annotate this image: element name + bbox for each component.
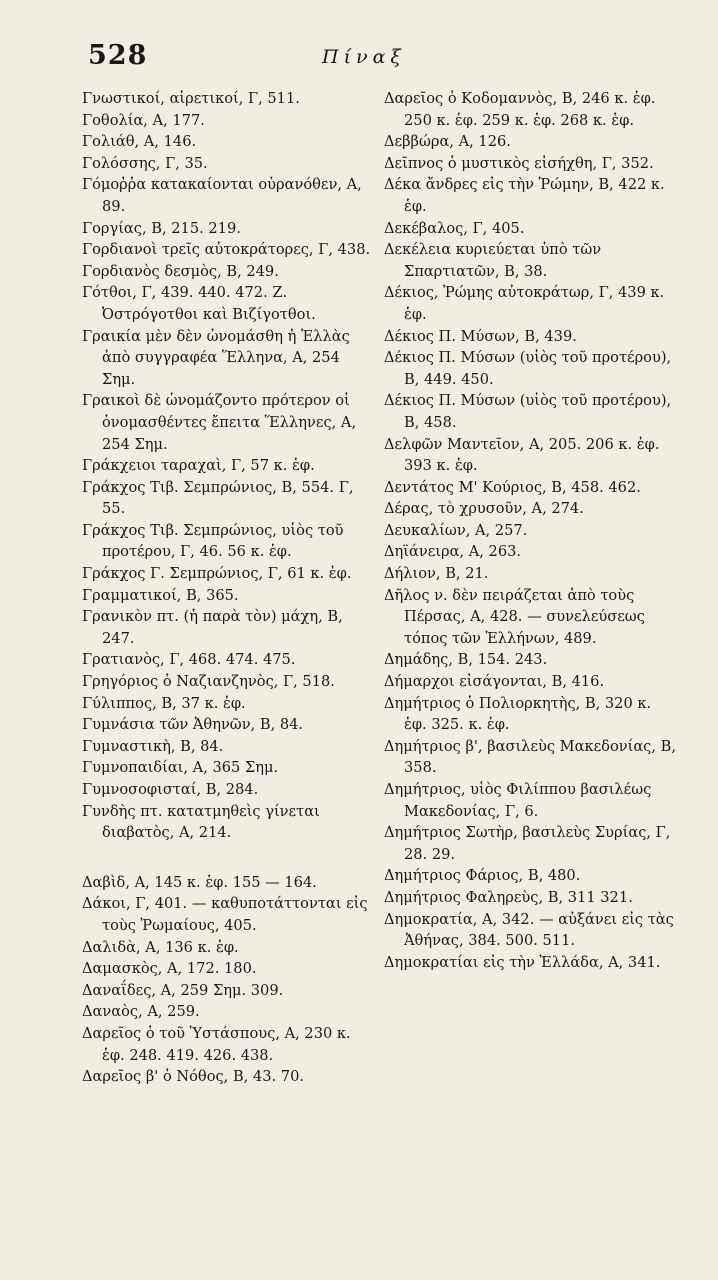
index-entry: Δημήτριος Φάριος, Β, 480. xyxy=(384,867,581,885)
index-entry: Δημοκρατία, Α, 342. — αὐξάνει εἰς τὰς Ἀθήνας, 384. 500. 511. xyxy=(384,910,674,950)
running-head: Πίναξ xyxy=(322,46,406,68)
index-entry: Γύλιππος, Β, 37 κ. ἑφ. xyxy=(82,694,246,712)
index-entry: Γνωστικοί, αἱρετικοί, Γ, 511. xyxy=(82,90,300,107)
index-entry: Γράκχος Τιβ. Σεμπρώνιος, Β, 554. Γ, 55. xyxy=(82,478,354,518)
index-entry: Δεκέβαλος, Γ, 405. xyxy=(384,219,525,237)
index-entry: Δεντάτος Μ' Κούριος, Β, 458. 462. xyxy=(384,478,641,496)
index-entry: Γυμναστικὴ, Β, 84. xyxy=(82,737,224,755)
index-entry: Δέκα ἄνδρες εἰς τὴν Ῥώμην, Β, 422 κ. ἑφ. xyxy=(384,176,665,215)
index-entry: Δημήτριος Σωτὴρ, βασιλεὺς Συρίας, Γ, 28. 29. xyxy=(384,824,671,863)
index-column-right xyxy=(384,88,676,973)
index-entry: Δέρας, τὸ χρυσοῦν, Α, 274. xyxy=(384,500,584,518)
index-entry: Γορδιανὸς δεσμὸς, Β, 249. xyxy=(82,262,279,280)
index-entry: Δέκιος Π. Μύσων, Β, 439. xyxy=(384,327,577,345)
index-entry: Δηϊάνειρα, Α, 263. xyxy=(384,543,522,561)
index-entry: Δαρεῖος ὁ Κοδομαννὸς, Β, 246 κ. ἑφ. 250 κ. ἑφ. 259 κ. ἑφ. 268 κ. ἑφ. xyxy=(384,90,656,129)
index-entry: Γραικοὶ δὲ ὠνομάζοντο πρότερον οἱ ὀνομασθέντες ἔπειτα Ἕλληνες, Α, 254 Σημ. xyxy=(82,392,357,453)
index-entry: Δαρεῖος β' ὁ Νόθος, Β, 43. 70. xyxy=(82,1068,305,1086)
index-entry: Δαρεῖος ὁ τοῦ Ὑστάσπους, Α, 230 κ. ἑφ. 248. 419. 426. 438. xyxy=(82,1024,351,1064)
index-entry: Δεκέλεια κυριεύεται ὑπὸ τῶν Σπαρτιατῶν, Β, 38. xyxy=(384,241,602,280)
page-number: 528 xyxy=(88,40,148,71)
index-entry: Γοργίας, Β, 215. 219. xyxy=(82,219,241,237)
index-entry: Γολόσσης, Γ, 35. xyxy=(82,154,208,172)
index-entry: Γραικία μὲν δὲν ὠνομάσθη ἡ Ἑλλὰς ἀπὸ συγγραφέα Ἕλληνα, Α, 254 Σημ. xyxy=(82,327,350,388)
index-entry: Γυμνοσοφισταί, Β, 284. xyxy=(82,781,259,798)
index-entry: Γρανικὸν πτ. (ἡ παρὰ τὸν) μάχη, Β, 247. xyxy=(82,608,343,647)
index-entry: Γράκχος Γ. Σεμπρώνιος, Γ, 61 κ. ἑφ. xyxy=(82,565,352,583)
index-entry: Δέκιος Π. Μύσων (υἱὸς τοῦ προτέρου), Β, 449. 450. xyxy=(384,349,672,388)
index-entry: Δεββώρα, Α, 126. xyxy=(384,133,511,151)
index-entry: Γυνδὴς πτ. κατατμηθεὶς γίνεται διαβατὸς, Α, 214. xyxy=(82,802,320,842)
index-entry: Δαναΐδες, Α, 259 Σημ. 309. xyxy=(82,981,284,999)
index-entry: Δημήτριος, υἱὸς Φιλίππου βασιλέως Μακεδονίας, Γ, 6. xyxy=(384,781,652,820)
index-entry: Δεῖπνος ὁ μυστικὸς εἰσήχθη, Γ, 352. xyxy=(384,154,654,172)
index-entry: Γοθολία, Α, 177. xyxy=(82,111,205,129)
index-entry: Δημήτριος Φαληρεὺς, Β, 311 321. xyxy=(384,888,633,906)
index-entry: Γόμοῤῥα κατακαίονται οὐρανόθεν, Α, 89. xyxy=(82,176,362,215)
index-entry: Δήλιον, Β, 21. xyxy=(384,565,489,583)
index-entry: Δαλιδὰ, Α, 136 κ. ἑφ. xyxy=(82,938,239,956)
index-entry: Γράκχειοι ταραχαὶ, Γ, 57 κ. ἑφ. xyxy=(82,457,315,475)
index-entry: Γραμματικοί, Β, 365. xyxy=(82,586,239,604)
index-entry: Γυμνάσια τῶν Ἀθηνῶν, Β, 84. xyxy=(82,716,304,734)
index-entry: Δαναὸς, Α, 259. xyxy=(82,1003,200,1021)
index-entry: Γυμνοπαιδίαι, Α, 365 Σημ. xyxy=(82,759,279,777)
index-entry: Δέκιος Π. Μύσων (υἱὸς τοῦ προτέρου), Β, 458. xyxy=(384,392,672,431)
index-entry: Γορδιανοὶ τρεῖς αὐτοκράτορες, Γ, 438. xyxy=(82,241,371,259)
index-entry: Δημήτριος β', βασιλεὺς Μακεδονίας, Β, 358. xyxy=(384,737,676,777)
index-entry: Δάκοι, Γ, 401. — καθυποτάττονται εἰς τοὺς Ῥωμαίους, 405. xyxy=(82,895,368,934)
index-entry: Δημάδης, Β, 154. 243. xyxy=(384,651,548,669)
index-entry: Γρατιανὸς, Γ, 468. 474. 475. xyxy=(82,651,296,669)
index-entry: Δήμαρχοι εἰσάγονται, Β, 416. xyxy=(384,673,605,691)
index-entry: Δέκιος, Ῥώμης αὐτοκράτωρ, Γ, 439 κ. ἑφ. xyxy=(384,284,665,323)
index-entry: Γράκχος Τιβ. Σεμπρώνιος, υἱὸς τοῦ προτέρου, Γ, 46. 56 κ. ἑφ. xyxy=(82,521,344,561)
index-entry: Δημοκρατίαι εἰς τὴν Ἑλλάδα, Α, 341. xyxy=(384,953,661,971)
section-gap xyxy=(82,844,376,872)
index-entry: Γρηγόριος ὁ Ναζιανζηνὸς, Γ, 518. xyxy=(82,673,335,691)
index-entry: Δελφῶν Μαντεῖον, Α, 205. 206 κ. ἑφ. 393 κ. ἑφ. xyxy=(384,435,660,475)
index-column-left xyxy=(82,88,376,1088)
index-entry: Δαβὶδ, Α, 145 κ. ἑφ. 155 — 164. xyxy=(82,873,317,891)
index-entry: Δῆλος ν. δὲν πειράζεται ἀπὸ τοὺς Πέρσας, Α, 428. — συνελεύσεως τόπος τῶν Ἑλλήνων, 489. xyxy=(384,586,645,647)
index-entry: Γολιάθ, Α, 146. xyxy=(82,133,197,151)
index-entry: Δευκαλίων, Α, 257. xyxy=(384,521,528,539)
index-entry: Δημήτριος ὁ Πολιορκητὴς, Β, 320 κ. ἑφ. 325. κ. ἑφ. xyxy=(384,694,652,734)
index-entry: Γότθοι, Γ, 439. 440. 472. Ζ. Ὀστρόγοτθοι καὶ Βιζίγοτθοι. xyxy=(82,284,316,323)
index-entry: Δαμασκὸς, Α, 172. 180. xyxy=(82,960,257,978)
